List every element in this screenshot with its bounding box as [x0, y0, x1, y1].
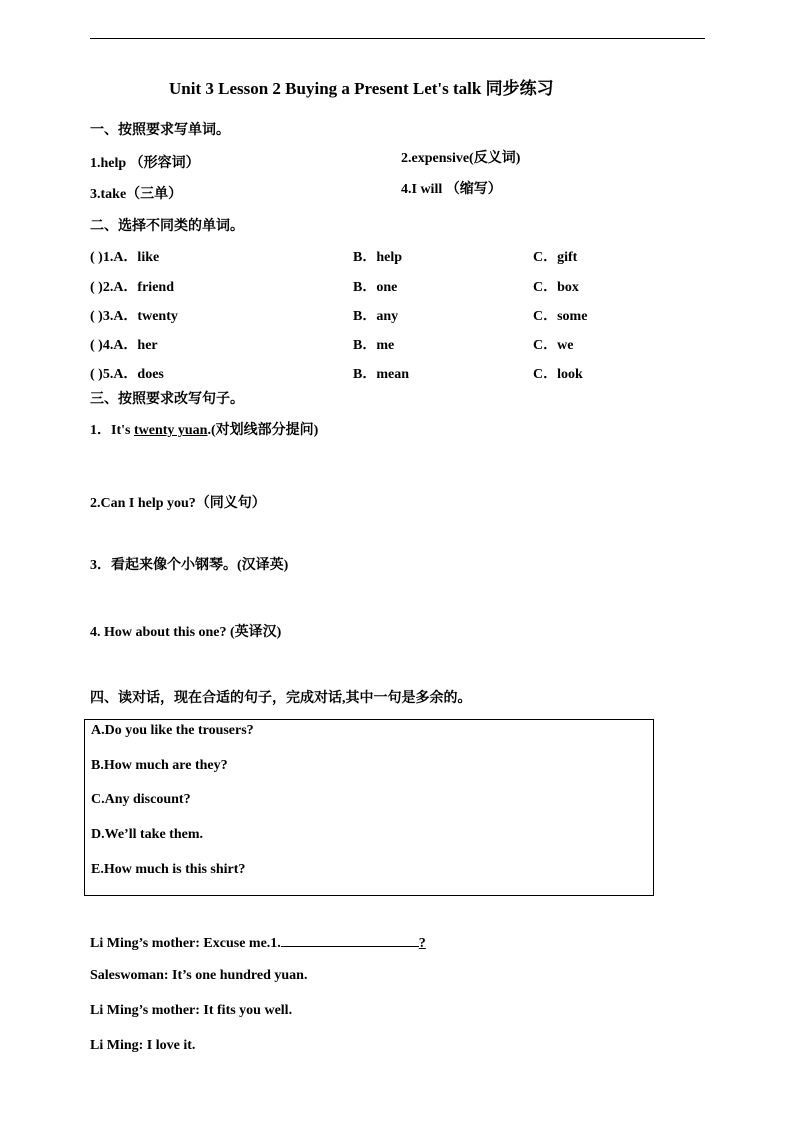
section3-heading: 三、按照要求改写句子。 [90, 392, 244, 407]
section4-heading: 四、读对话，现在合适的句子，完成对话,其中一句是多余的。 [90, 691, 472, 706]
s2-row-3-a: ( )3.A．twenty [90, 309, 178, 324]
header-rule [90, 38, 705, 39]
s2-row-5-b: B．mean [353, 367, 409, 382]
s1-item-2: 2.expensive(反义词) [401, 151, 521, 166]
dialogue-line-1 [90, 932, 426, 953]
s2-row-1-a: ( )1.A．like [90, 250, 160, 265]
s2-row-5-a: ( )5.A．does [90, 367, 164, 382]
s2-row-1-b: B．help [353, 250, 403, 265]
s2-row-2-a: ( )2.A．friend [90, 280, 174, 295]
answer-blank-1[interactable] [281, 932, 419, 947]
s2-row-4-b: B．me [353, 338, 395, 353]
s3-q2: 2.Can I help you?（同义句） [90, 496, 266, 511]
s2-row-3-c: C．some [533, 309, 588, 324]
s3-q1-underlined: twenty yuan [133, 423, 208, 438]
s2-row-2-b: B．one [353, 280, 398, 295]
option-b: B.How much are they? [91, 758, 228, 773]
option-d: D.We’ll take them. [91, 827, 203, 842]
s3-q1 [90, 422, 318, 440]
s1-item-4: 4.I will （缩写） [401, 182, 502, 197]
s1-item-1: 1.help （形容词） [90, 156, 200, 171]
s3-q3: 3．看起来像个小钢琴。(汉译英) [90, 558, 289, 573]
s3-q1-prefix: 1．It's [90, 423, 134, 438]
s2-row-1-c: C．gift [533, 250, 578, 265]
option-a: A.Do you like the trousers? [91, 723, 254, 738]
dialogue-line-4: Li Ming: I love it. [90, 1038, 196, 1053]
s3-q4: 4. How about this one? (英译汉) [90, 625, 282, 640]
dialogue-line-1-prefix: Li Ming’s mother: Excuse me.1. [90, 936, 281, 951]
s2-row-4-c: C．we [533, 338, 574, 353]
s3-q1-suffix: .(对划线部分提问) [207, 423, 319, 438]
dialogue-line-3: Li Ming’s mother: It fits you well. [90, 1003, 293, 1018]
s2-row-4-a: ( )4.A．her [90, 338, 158, 353]
s2-row-5-c: C．look [533, 367, 583, 382]
s1-item-3: 3.take（三单） [90, 187, 183, 202]
section2-heading: 二、选择不同类的单词。 [90, 219, 244, 234]
s2-row-3-b: B．any [353, 309, 399, 324]
dialogue-line-1-suffix: ? [418, 936, 426, 951]
s2-row-2-c: C．box [533, 280, 579, 295]
section1-heading: 一、按照要求写单词。 [90, 123, 230, 138]
dialogue-line-2: Saleswoman: It’s one hundred yuan. [90, 968, 308, 983]
option-e: E.How much is this shirt? [91, 862, 246, 877]
page-title: Unit 3 Lesson 2 Buying a Present Let's talk 同步练习 [169, 79, 554, 98]
option-c: C.Any discount? [91, 792, 191, 807]
